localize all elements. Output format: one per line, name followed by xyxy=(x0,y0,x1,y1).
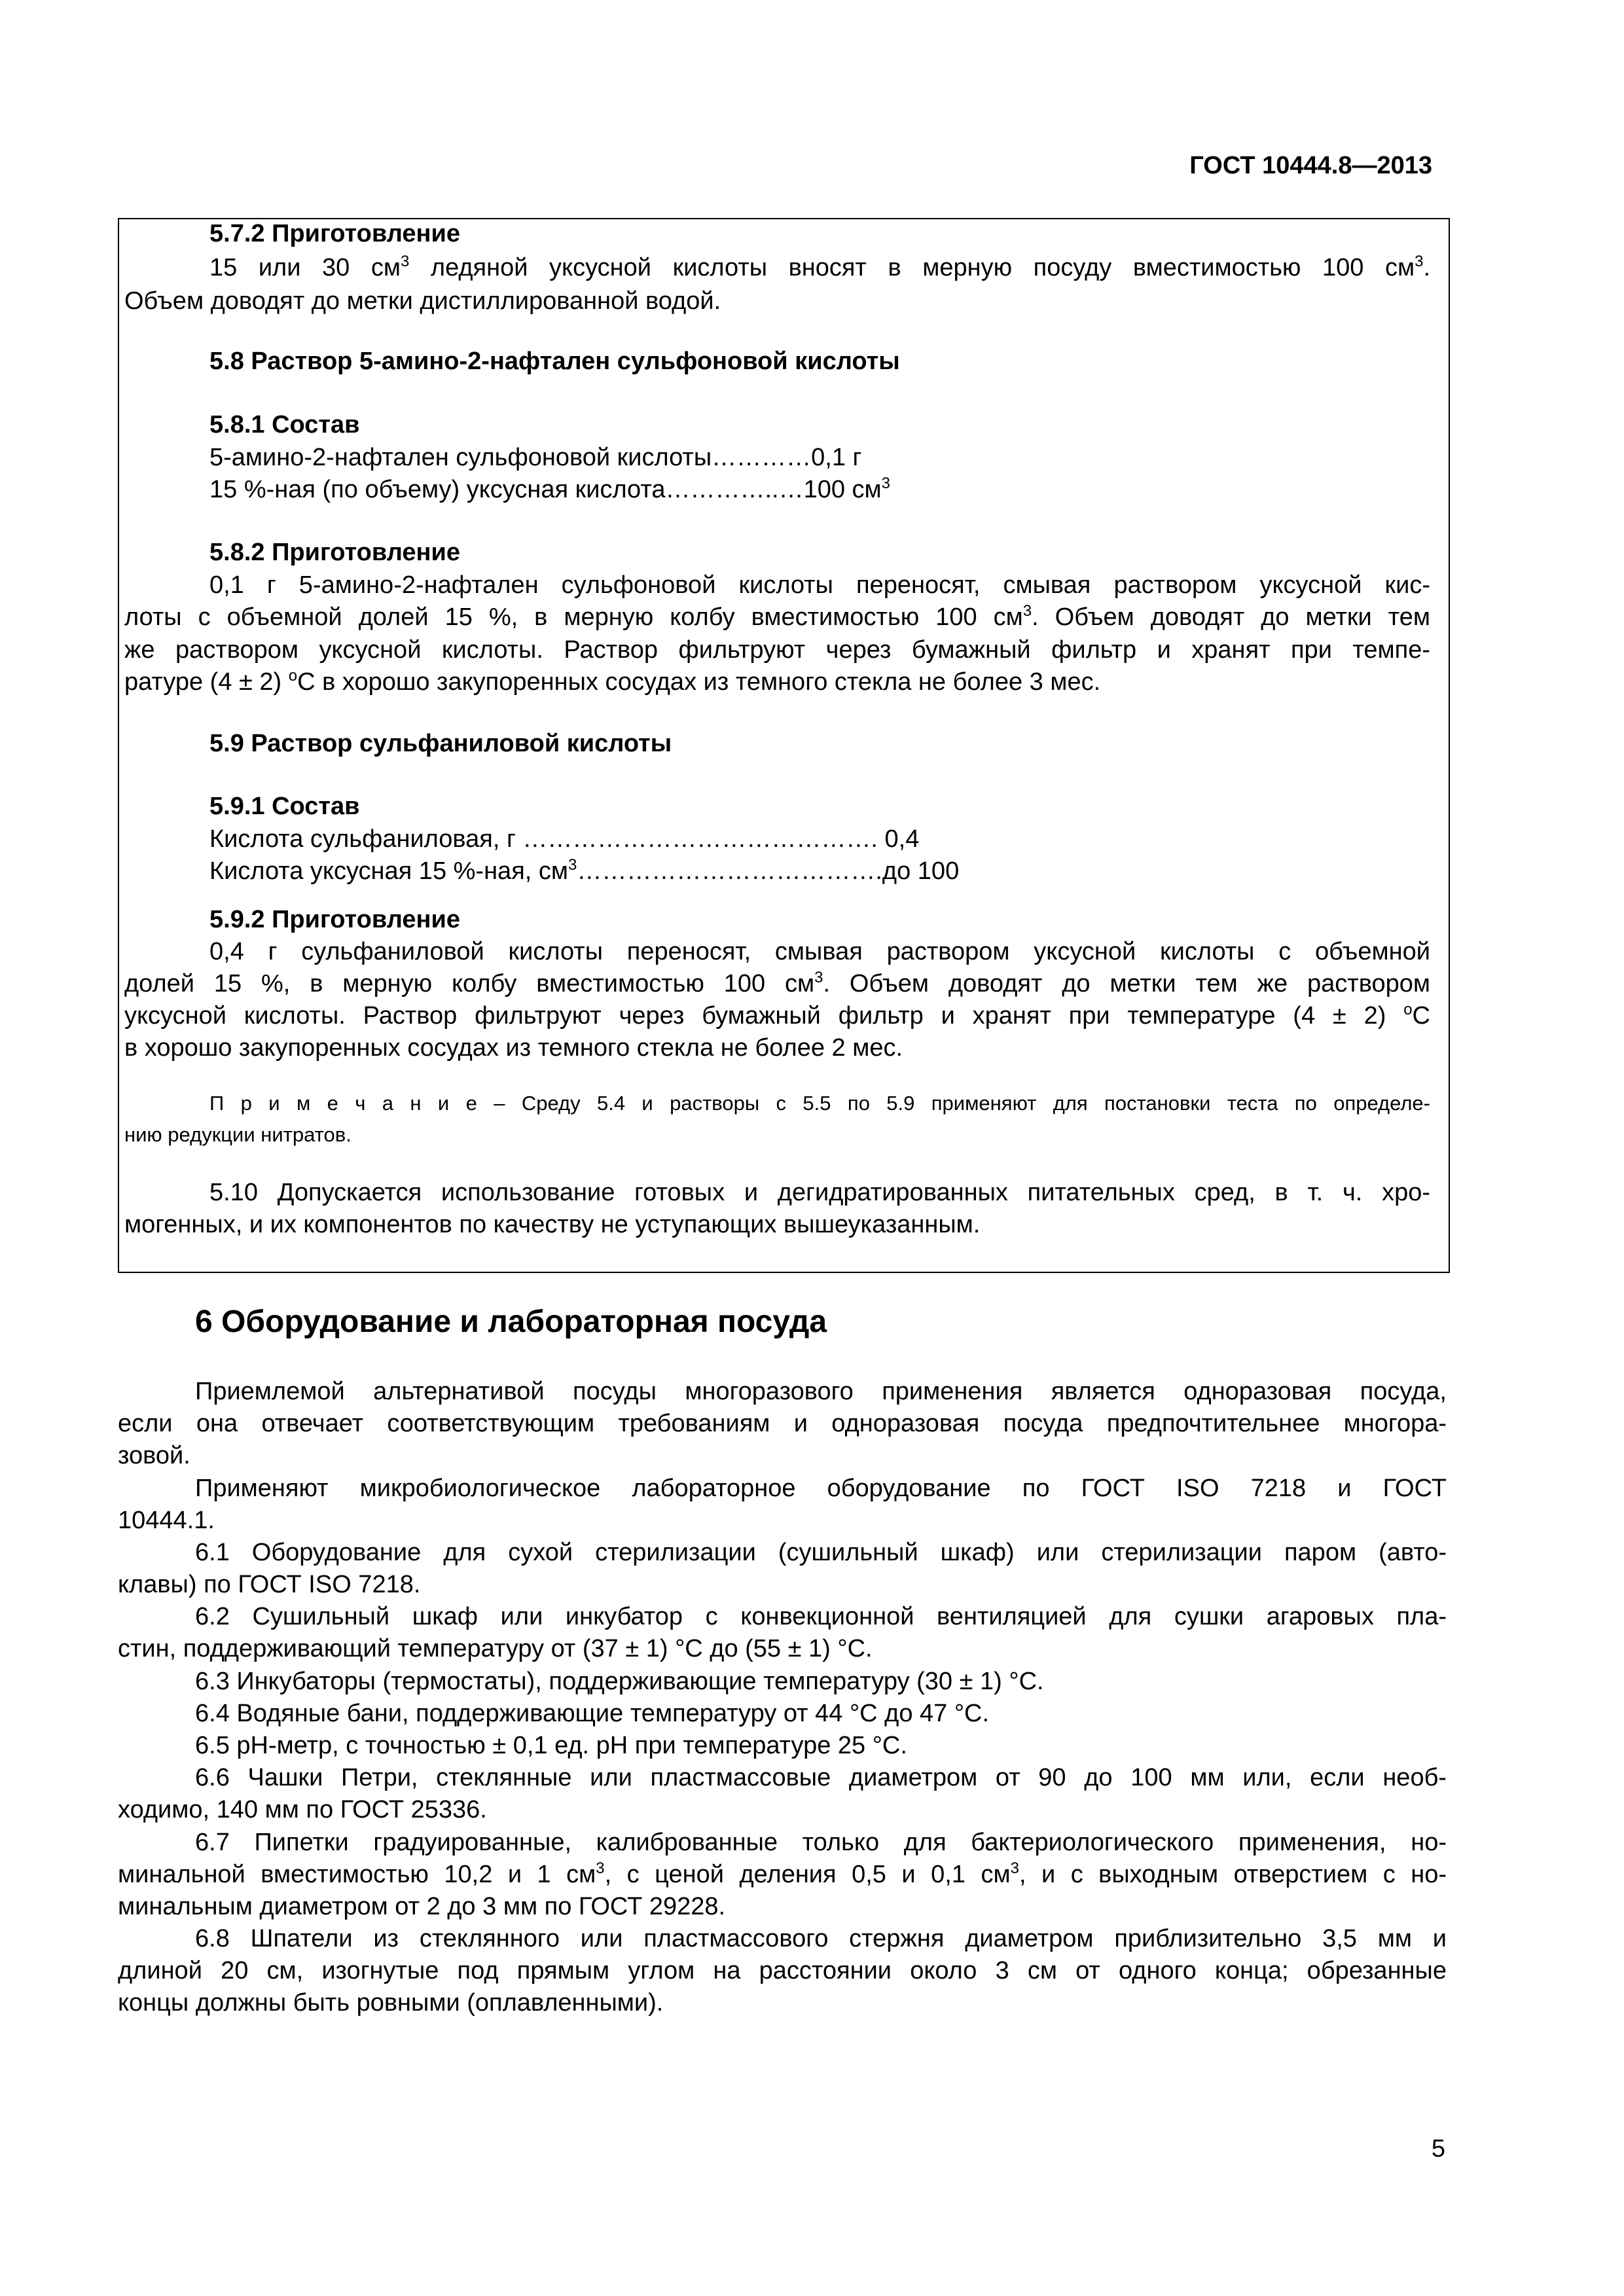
heading-5-9: 5.9 Раствор сульфаниловой кислоты xyxy=(209,730,672,757)
list-item: 6.2 Сушильный шкаф или инкубатор с конвекционной вентиляцией для сушки агаровых пла- xyxy=(195,1603,1447,1630)
text-line: клавы) по ГОСТ ISO 7218. xyxy=(118,1571,421,1598)
list-item: 6.7 Пипетки градуированные, калиброванные только для бактериологического применения, но- xyxy=(195,1829,1447,1856)
list-item: 6.4 Водяные бани, поддерживающие температуру от 44 °С до 47 °С. xyxy=(195,1700,990,1727)
text-line: же раствором уксусной кислоты. Раствор фильтруют через бумажный фильтр и хранят при темпе- xyxy=(124,636,1430,664)
list-item: 6.8 Шпатели из стеклянного или пластмассового стержня диаметром приблизительно 3,5 мм и xyxy=(195,1925,1447,1952)
text-line: концы должны быть ровными (оплавленными). xyxy=(118,1989,664,2017)
note-line: нию редукции нитратов. xyxy=(124,1123,352,1146)
text-line: минальным диаметром от 2 до 3 мм по ГОСТ 29228. xyxy=(118,1893,726,1920)
text-line: могенных, и их компонентов по качеству не уступающих вышеуказанным. xyxy=(124,1211,981,1238)
text-line: ратуре (4 ± 2) $^o$С в хорошо закупоренных сосудах из темного стекла не более 3 мес. xyxy=(124,667,1101,696)
document-header: ГОСТ 10444.8—2013 xyxy=(1189,152,1432,179)
text-line: 10444.1. xyxy=(118,1507,215,1534)
page-number: 5 xyxy=(1431,2135,1445,2162)
composition-line: 15 %-ная (по объему) уксусная кислота…………..…100 $см^3$ xyxy=(209,475,891,503)
text-line: уксусной кислоты. Раствор фильтруют через бумажный фильтр и хранят при температуре (4 ± 2) $^o$С xyxy=(124,1001,1430,1030)
list-item: 6.5 рН-метр, с точностью ± 0,1 ед. рН при температуре 25 °С. xyxy=(195,1732,907,1759)
heading-5-8-1: 5.8.1 Состав xyxy=(209,411,360,439)
list-item: 6.3 Инкубаторы (термостаты), поддерживающие температуру (30 ± 1) °С. xyxy=(195,1668,1044,1695)
text-line: стин, поддерживающий температуру от (37 ± 1) °С до (55 ± 1) °С. xyxy=(118,1635,873,1662)
text-line: 0,4 г сульфаниловой кислоты переносят, смывая раствором уксусной кислоты с объемной xyxy=(209,938,1430,965)
text-line: 0,1 г 5-амино-2-нафтален сульфоновой кислоты переносят, смывая раствором уксусной кис- xyxy=(209,571,1430,599)
heading-5-9-1: 5.9.1 Состав xyxy=(209,793,360,820)
text-line: 15 или 30 $см^3$ ледяной уксусной кислоты вносят в мерную посуду вместимостью 100 $см^3$. xyxy=(209,253,1430,281)
text-line: минальной вместимостью 10,2 и 1 $см^3$, с ценой деления 0,5 и 0,1 $см^3$, и с выходным отверстием с но- xyxy=(118,1859,1447,1888)
text-line: длиной 20 см, изогнутые под прямым углом на расстоянии около 3 см от одного конца; обрезанные xyxy=(118,1957,1447,1984)
list-item: 6.1 Оборудование для сухой стерилизации (сушильный шкаф) или стерилизации паром (авто- xyxy=(195,1539,1447,1566)
text-line: в хорошо закупоренных сосудах из темного стекла не более 2 мес. xyxy=(124,1034,903,1062)
text-line: Приемлемой альтернативой посуды многоразового применения является одноразовая посуда, xyxy=(195,1378,1447,1405)
text-line: 5.10 Допускается использование готовых и дегидратированных питательных сред, в т. ч. хро- xyxy=(209,1179,1430,1206)
text-line: Применяют микробиологическое лабораторное оборудование по ГОСТ ISO 7218 и ГОСТ xyxy=(195,1475,1447,1502)
heading-5-8-2: 5.8.2 Приготовление xyxy=(209,539,460,566)
note-line: П р и м е ч а н и е – Среду 5.4 и растворы с 5.5 по 5.9 применяют для постановки теста по определе- xyxy=(209,1092,1430,1115)
heading-5-8: 5.8 Раствор 5-амино-2-нафтален сульфоновой кислоты xyxy=(209,348,900,375)
section-title: 6 Оборудование и лабораторная посуда xyxy=(195,1304,827,1339)
text-line: лоты с объемной долей 15 %, в мерную колбу вместимостью 100 $см^3$. Объем доводят до метки тем xyxy=(124,602,1431,631)
heading-5-7-2: 5.7.2 Приготовление xyxy=(209,220,460,247)
composition-line: Кислота сульфаниловая, г ……………………………………. 0,4 xyxy=(209,825,920,853)
list-item: 6.6 Чашки Петри, стеклянные или пластмассовые диаметром от 90 до 100 мм или, если необ- xyxy=(195,1764,1447,1791)
text-line: Объем доводят до метки дистиллированной водой. xyxy=(124,287,721,315)
text-line: долей 15 %, в мерную колбу вместимостью 100 $см^3$. Объем доводят до метки тем же раствором xyxy=(124,969,1430,997)
composition-line: Кислота уксусная 15 %-ная, $см^3\dots\dots\dots\dots\dots\dots\dots\dots\dots\dots\dots\dots.до$ 100 xyxy=(209,856,960,885)
text-line: ходимо, 140 мм по ГОСТ 25336. xyxy=(118,1796,487,1823)
composition-line: 5-амино-2-нафтален сульфоновой кислоты…………0,1 г xyxy=(209,444,862,471)
text-line: если она отвечает соответствующим требованиям и одноразовая посуда предпочтительнее многора- xyxy=(118,1410,1447,1437)
heading-5-9-2: 5.9.2 Приготовление xyxy=(209,906,460,933)
text-line: зовой. xyxy=(118,1442,190,1469)
